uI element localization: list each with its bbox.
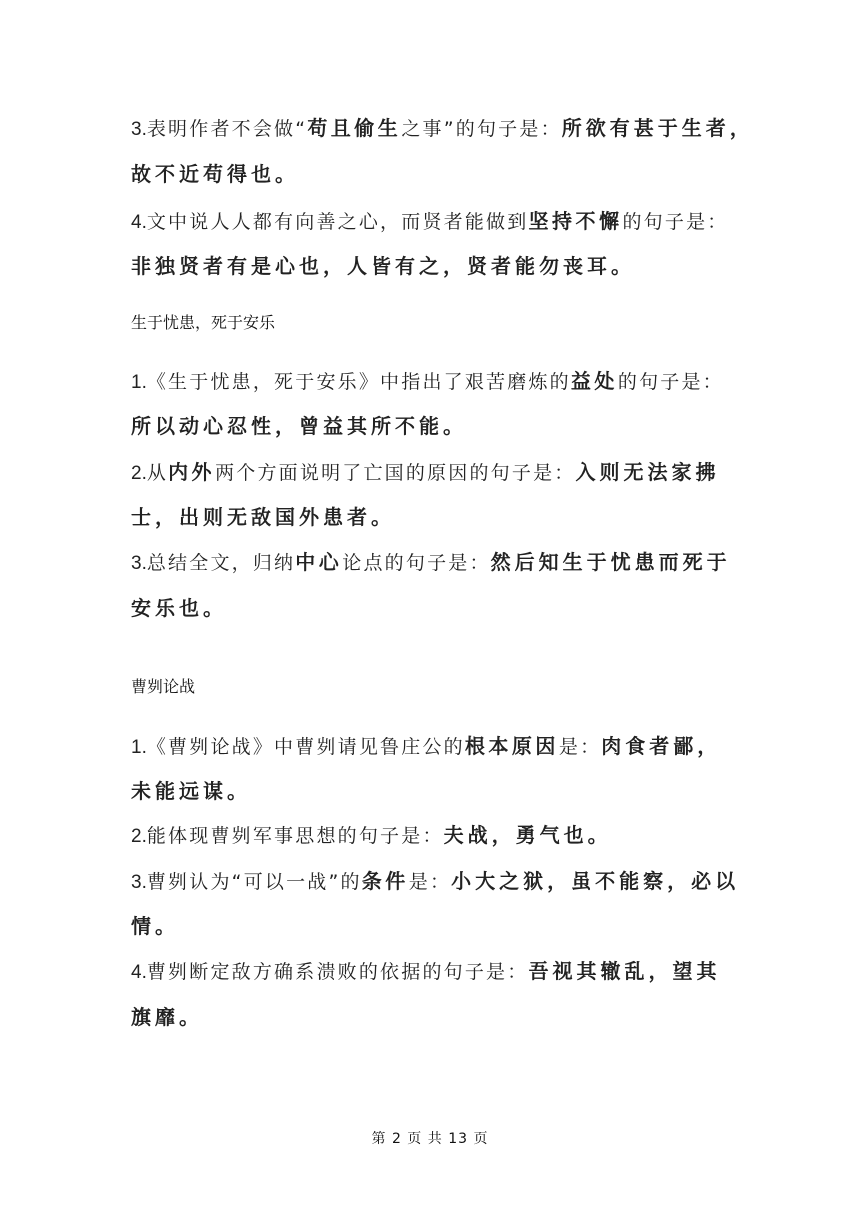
section-heading-caogui: 曹刿论战: [131, 677, 196, 696]
page-footer: 第 2 页 共 13 页: [371, 1131, 489, 1147]
s2-question-3-line-2: 安乐也。: [131, 596, 227, 620]
question-4-line-1: 4.文中说人人都有向善之心，而贤者能做到坚持不懈的句子是：: [131, 209, 729, 233]
s2-question-1-line-2: 所以动心忍性，曾益其所不能。: [131, 414, 467, 438]
s3-question-1-line-1: 1.《曹刿论战》中曹刿请见鲁庄公的根本原因是：肉食者鄙，: [131, 734, 722, 758]
s3-question-2-line-1: 2.能体现曹刿军事思想的句子是：夫战，勇气也。: [131, 823, 612, 847]
s3-question-4-line-2: 旗靡。: [131, 1005, 203, 1029]
s3-question-4-line-1: 4.曹刿断定敌方确系溃败的依据的句子是：吾视其辙乱，望其: [131, 959, 721, 983]
s2-question-3-line-1: 3.总结全文，归纳中心论点的句子是：然后知生于忧患而死于: [131, 550, 731, 574]
s2-question-2-line-1: 2.从内外两个方面说明了亡国的原因的句子是：入则无法家拂: [131, 460, 720, 484]
s3-question-3-line-1: 3.曹刿认为“可以一战”的条件是：小大之狱，虽不能察，必以: [131, 869, 740, 893]
question-4-line-2: 非独贤者有是心也，人皆有之，贤者能勿丧耳。: [131, 254, 635, 278]
s2-question-1-line-1: 1.《生于忧患，死于安乐》中指出了艰苦磨炼的益处的句子是：: [131, 369, 724, 393]
s3-question-3-line-2: 情。: [131, 914, 179, 938]
question-3-line-1: 3.表明作者不会做“苟且偷生之事”的句子是：所欲有甚于生者，: [131, 116, 754, 140]
s2-question-2-line-2: 士，出则无敌国外患者。: [131, 505, 395, 529]
section-heading-shengyu: 生于忧患，死于安乐: [131, 313, 276, 332]
s3-question-1-line-2: 未能远谋。: [131, 779, 251, 803]
question-3-line-2: 故不近苟得也。: [131, 162, 299, 186]
